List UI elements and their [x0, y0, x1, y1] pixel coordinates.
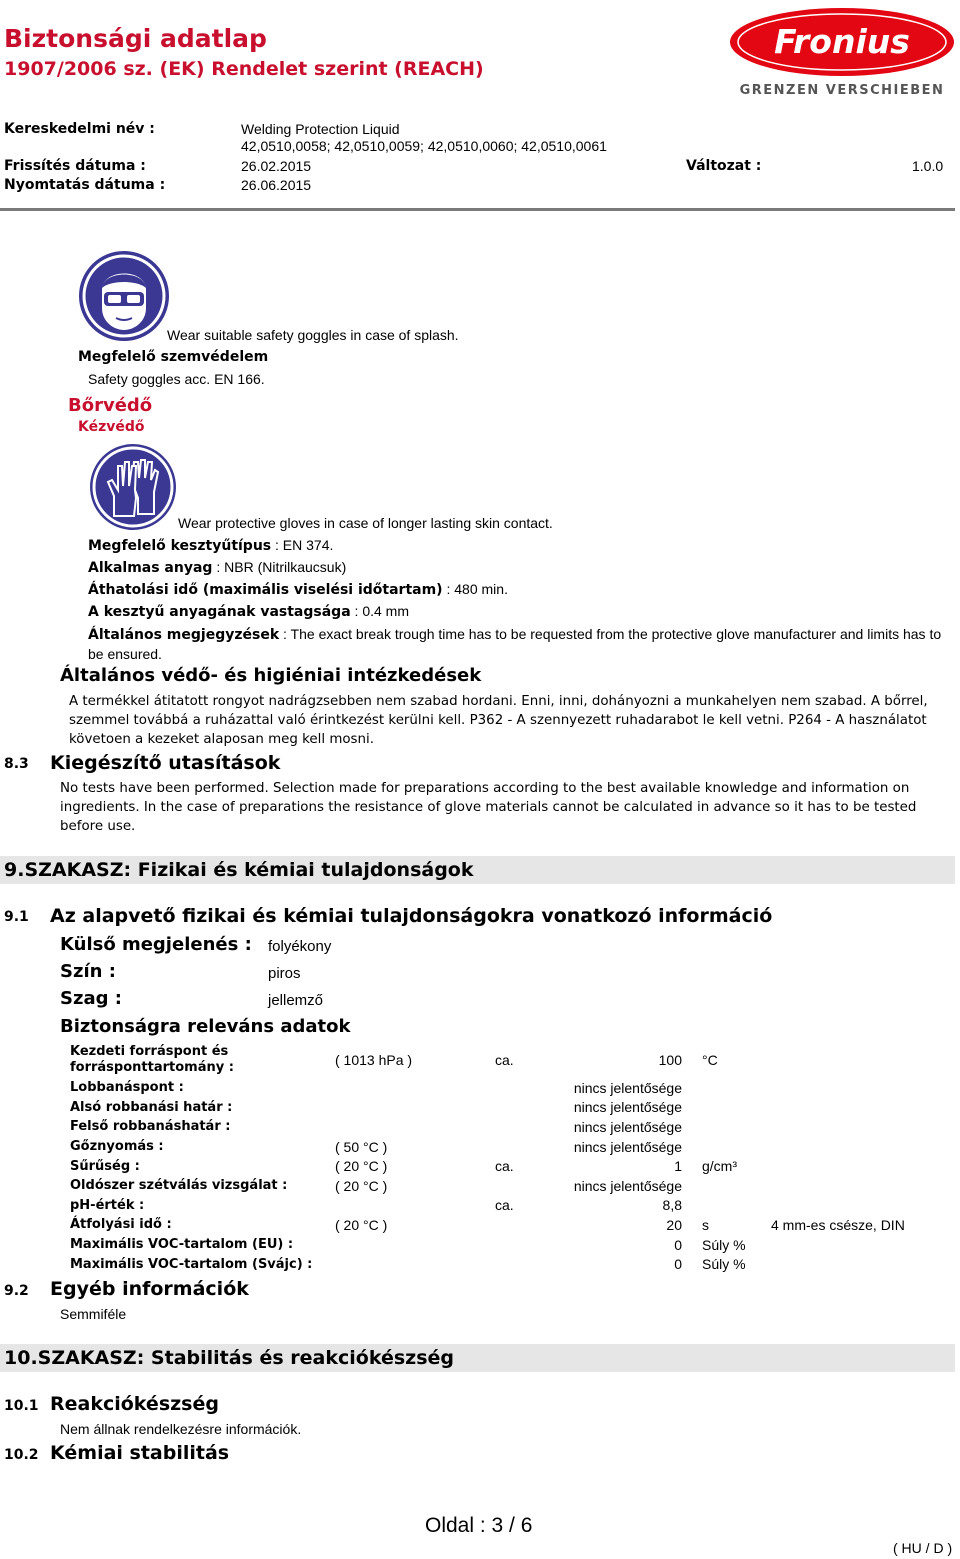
property-label: Felső robbanáshatár : [70, 1119, 231, 1135]
property-label: Maximális VOC-tartalom (EU) : [70, 1237, 294, 1253]
document-title: Biztonsági adatlap [4, 24, 267, 53]
language-code: ( HU / D ) [893, 1540, 953, 1556]
property-row [70, 1078, 905, 1098]
section-10-1-heading: Reakciókészség [50, 1393, 219, 1415]
property-approx [495, 1254, 570, 1274]
property-unit: Súly % [702, 1236, 746, 1253]
protective-gloves-icon [88, 442, 178, 532]
property-approx: ca. [495, 1052, 514, 1068]
property-label: pH-érték : [70, 1197, 145, 1213]
glove-thickness-value: : 0.4 mm [350, 603, 410, 619]
page-number: Oldal : 3 / 6 [425, 1514, 533, 1537]
property-approx [495, 1098, 570, 1118]
property-condition [335, 1117, 495, 1137]
eye-protection-label: Megfelelő szemvédelem [78, 349, 269, 365]
property-value: 8,8 [662, 1197, 682, 1214]
breakthrough-time-label: Áthatolási idő (maximális viselési időtartam) [88, 582, 443, 598]
section-9-bar [0, 856, 955, 884]
glove-material-value: : NBR (Nitrilkaucsuk) [212, 559, 347, 575]
section-9-2-heading: Egyéb információk [50, 1278, 249, 1300]
property-label: Maximális VOC-tartalom (Svájc) : [70, 1256, 313, 1272]
safety-goggles-icon [78, 250, 170, 342]
trade-name-value: Welding Protection Liquid [241, 121, 400, 137]
section-10-bar [0, 1344, 955, 1372]
section-9-title: 9.SZAKASZ: Fizikai és kémiai tulajdonságok [4, 859, 474, 881]
property-value: nincs jelentősége [573, 1099, 682, 1116]
eye-protection-caption: Wear suitable safety goggles in case of splash. [167, 327, 459, 343]
svg-text:Fronius: Fronius [774, 22, 910, 61]
property-condition: ( 20 °C ) [335, 1177, 388, 1194]
hygiene-text: A termékkel átitatott rongyot nadrágzsebben nem szabad hordani. Enni, inni, dohányozni a munkahelyen nem szabad. A bőrrel, szemmel továbbá a ruházattal való érintkezést kerülni kell. P362 - A szennyezett ruhadarabot le kell vetni. P264 - A használatot követoen a kezeket alaposan meg kell mosni. [69, 694, 928, 747]
property-unit [682, 1117, 771, 1137]
property-approx [495, 1176, 570, 1196]
property-value: 0 [674, 1236, 682, 1253]
breakthrough-time-value: : 480 min. [442, 581, 508, 597]
property-note [771, 1196, 905, 1216]
section-8-3-number: 8.3 [4, 756, 29, 772]
section-9-1-heading: Az alapvető fizikai és kémiai tulajdonságokra vonatkozó információ [50, 905, 773, 927]
property-row [70, 1254, 905, 1274]
trade-name-label: Kereskedelmi név : [4, 121, 155, 137]
property-unit: g/cm³ [702, 1158, 737, 1175]
glove-type-line [88, 537, 333, 554]
property-value: 100 [658, 1052, 682, 1068]
breakthrough-time-line [88, 581, 508, 598]
property-approx: ca. [495, 1197, 514, 1214]
property-unit: Súly % [702, 1256, 746, 1273]
skin-protection-heading: Bőrvédő [68, 395, 153, 416]
odor-value: jellemző [268, 992, 324, 1009]
property-note [771, 1254, 905, 1274]
property-approx: ca. [495, 1158, 514, 1175]
section-10-2-number: 10.2 [4, 1447, 39, 1463]
property-value: 1 [674, 1158, 682, 1175]
property-value: 20 [666, 1216, 682, 1233]
property-condition [335, 1196, 495, 1216]
property-note [771, 1137, 905, 1157]
version-value: 1.0.0 [912, 158, 944, 174]
section-8-3-text: No tests have been performed. Selection made for preparations according to the best available knowledge and information on ingredients. In the case of preparations the resistance of glove materials cannot be calculated in advance so it has to be tested before use. [60, 781, 917, 834]
property-value: nincs jelentősége [573, 1079, 682, 1096]
print-date-label: Nyomtatás dátuma : [4, 177, 166, 193]
property-approx [495, 1117, 570, 1137]
trade-name-codes: 42,0510,0058; 42,0510,0059; 42,0510,0060; 42,0510,0061 [241, 138, 607, 154]
property-value: nincs jelentősége [573, 1118, 682, 1135]
header-divider [0, 208, 955, 211]
property-label: Kezdeti forráspont és forrásponttartomány : [70, 1044, 234, 1075]
glove-material-label: Alkalmas anyag [88, 560, 213, 576]
print-date-value: 26.06.2015 [241, 177, 312, 193]
hygiene-heading: Általános védő- és higiéniai intézkedések [60, 665, 482, 686]
glove-type-label: Megfelelő kesztyűtípus [88, 538, 272, 554]
property-label: Oldószer szétválás vizsgálat : [70, 1178, 288, 1194]
revision-date-value: 26.02.2015 [241, 158, 312, 174]
general-remarks-value: : The exact break trough time has to be requested from the protective glove manufacturer and limits has to be ensured. [88, 626, 942, 662]
property-condition: ( 1013 hPa ) [335, 1052, 413, 1068]
property-row [70, 1042, 905, 1078]
appearance-label: Külső megjelenés : [60, 934, 252, 955]
fronius-logo [728, 6, 956, 98]
property-value: nincs jelentősége [573, 1177, 682, 1194]
hand-protection-heading: Kézvédő [78, 419, 145, 435]
property-row [70, 1117, 905, 1137]
property-approx [495, 1078, 570, 1098]
section-10-title: 10.SZAKASZ: Stabilitás és reakciókészség [4, 1347, 455, 1369]
general-remarks-label: Általános megjegyzések [88, 627, 280, 643]
glove-thickness-line [88, 603, 409, 620]
revision-date-label: Frissítés dátuma : [4, 158, 146, 174]
property-value: nincs jelentősége [573, 1138, 682, 1155]
property-unit [682, 1098, 771, 1118]
property-label: Gőznyomás : [70, 1139, 164, 1155]
eye-protection-text: Safety goggles acc. EN 166. [88, 371, 265, 387]
section-9-2-number: 9.2 [4, 1283, 29, 1299]
property-note [771, 1078, 905, 1098]
property-row [70, 1098, 905, 1118]
property-condition [335, 1235, 495, 1255]
property-condition: ( 20 °C ) [335, 1158, 388, 1175]
glove-type-value: : EN 374. [271, 537, 334, 553]
property-condition [335, 1254, 495, 1274]
property-unit: °C [702, 1052, 718, 1068]
section-9-2-text: Semmiféle [60, 1306, 127, 1322]
color-value: piros [268, 965, 301, 982]
appearance-value: folyékony [268, 938, 332, 955]
property-approx [495, 1235, 570, 1255]
property-row [70, 1235, 905, 1255]
property-condition: ( 20 °C ) [335, 1216, 388, 1233]
property-note [771, 1176, 905, 1196]
property-unit [682, 1137, 771, 1157]
section-8-3-heading: Kiegészítő utasítások [50, 752, 281, 774]
section-10-1-text: Nem állnak rendelkezésre információk. [60, 1421, 302, 1437]
property-row [70, 1137, 905, 1157]
property-row [70, 1156, 905, 1176]
property-note [771, 1156, 905, 1176]
property-note [771, 1042, 905, 1078]
property-condition: ( 50 °C ) [335, 1138, 388, 1155]
property-row [70, 1196, 905, 1216]
section-10-1-number: 10.1 [4, 1398, 39, 1414]
property-label: Alsó robbanási határ : [70, 1099, 233, 1115]
property-label: Sűrűség : [70, 1158, 140, 1174]
property-unit: s [702, 1216, 709, 1233]
property-note [771, 1235, 905, 1255]
section-10-2-heading: Kémiai stabilitás [50, 1442, 230, 1464]
property-condition [335, 1078, 495, 1098]
property-row [70, 1215, 905, 1235]
glove-material-line [88, 559, 346, 576]
general-remarks [88, 625, 954, 664]
property-unit [682, 1196, 771, 1216]
properties-table [70, 1042, 905, 1274]
property-condition [335, 1098, 495, 1118]
property-approx [495, 1137, 570, 1157]
color-label: Szín : [60, 961, 116, 982]
property-label: Lobbanáspont : [70, 1080, 184, 1096]
version-label: Változat : [686, 158, 762, 174]
property-note [771, 1098, 905, 1118]
property-unit [682, 1176, 771, 1196]
odor-label: Szag : [60, 988, 122, 1009]
property-row [70, 1176, 905, 1196]
hand-protection-caption: Wear protective gloves in case of longer lasting skin contact. [178, 515, 553, 531]
property-label: Átfolyási idő : [70, 1217, 172, 1233]
glove-thickness-label: A kesztyű anyagának vastagsága [88, 604, 351, 620]
section-9-1-number: 9.1 [4, 909, 29, 925]
svg-text:GRENZEN VERSCHIEBEN: GRENZEN VERSCHIEBEN [739, 83, 945, 98]
safety-data-heading: Biztonságra releváns adatok [60, 1016, 351, 1037]
property-approx [495, 1215, 570, 1235]
property-value: 0 [674, 1256, 682, 1273]
document-subtitle: 1907/2006 sz. (EK) Rendelet szerint (REACH) [4, 58, 484, 80]
property-note [771, 1117, 905, 1137]
property-note: 4 mm-es csésze, DIN [771, 1216, 905, 1233]
property-unit [682, 1078, 771, 1098]
